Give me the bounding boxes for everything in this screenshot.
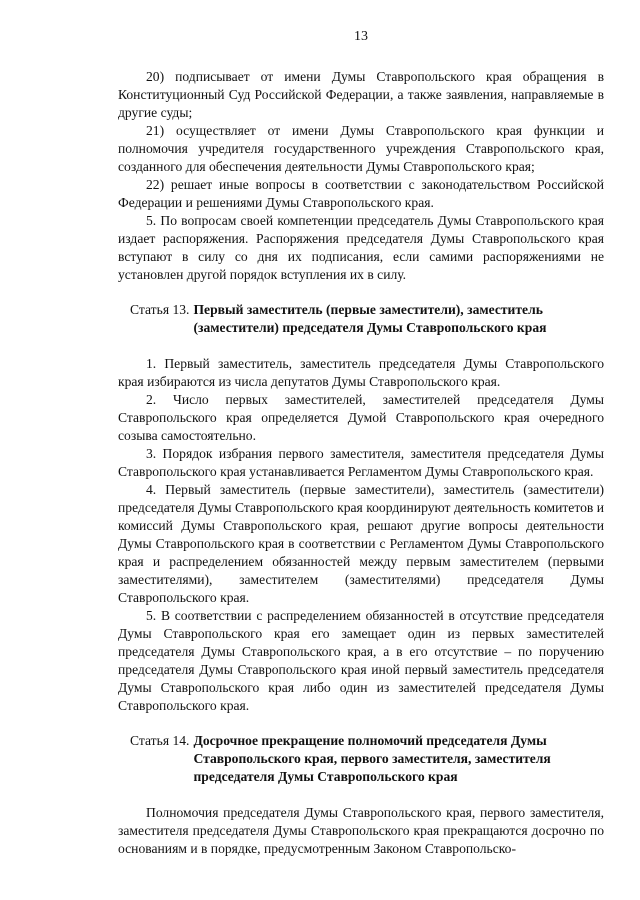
paragraph-13-2: 2. Число первых заместителей, заместителей председателя Думы Ставропольского края определяется Думой Ставропольского края очередного созыва самостоятельно. bbox=[118, 392, 604, 443]
paragraph-13-5: 5. В соответствии с распределением обязанностей в отсутствие председателя Думы Ставропольского края его замещает один из первых заместителей председателя Думы Ставропольского края, а в его отсутствие – по поручению председателя Думы Ставропольского края иной первый заместитель председателя Думы Ставропольского края либо один из заместителей председателя Думы Ставропольского края. bbox=[118, 608, 604, 713]
paragraph-13-3: 3. Порядок избрания первого заместителя, заместителя председателя Думы Ставропольского края устанавливается Регламентом Думы Ставропольского края. bbox=[118, 446, 604, 479]
paragraph-item-22: 22) решает иные вопросы в соответствии с законодательством Российской Федерации и решениями Думы Ставропольского края. bbox=[118, 177, 604, 210]
article-13-title: Первый заместитель (первые заместители), заместитель (заместители) председателя Думы Ставропольского края bbox=[193, 302, 547, 335]
powers-continuation bbox=[118, 68, 604, 284]
paragraph-item-20: 20) подписывает от имени Думы Ставропольского края обращения в Конституционный Суд Российской Федерации, а также заявления, направляемые в другие суды; bbox=[118, 69, 604, 120]
article-14-label: Статья 14. bbox=[130, 733, 190, 748]
paragraph-14-1: Полномочия председателя Думы Ставропольского края, первого заместителя, заместителя председателя Думы Ставропольского края прекращаются досрочно по основаниям и в порядке, предусмотренным Законом Ставропольско- bbox=[118, 805, 604, 856]
article-14-heading bbox=[118, 732, 604, 786]
article-13-heading bbox=[118, 301, 604, 337]
article-14-body bbox=[118, 804, 604, 858]
paragraph-item-5: 5. По вопросам своей компетенции председатель Думы Ставропольского края издает распоряжения. Распоряжения председателя Думы Ставропольского края вступают в силу со дня их подписания, если самими распоряжениями не установлен другой порядок вступления их в силу. bbox=[118, 213, 604, 282]
article-13-label: Статья 13. bbox=[130, 302, 190, 317]
paragraph-item-21: 21) осуществляет от имени Думы Ставропольского края функции и полномочия учредителя государственного учреждения Ставропольского края, созданного для обеспечения деятельности Думы Ставропольского края; bbox=[118, 123, 604, 174]
paragraph-13-4: 4. Первый заместитель (первые заместители), заместитель (заместители) председателя Думы Ставропольского края координируют деятельность комитетов и комиссий Думы Ставропольского края, решают другие вопросы деятельности Думы Ставропольского края в соответствии с Регламентом Думы Ставропольского края и распределением обязанностей между первым заместителем (первыми заместителями), заместителем (заместителями) председателя Думы Ставропольского края. bbox=[118, 482, 604, 605]
page-number: 13 bbox=[354, 29, 368, 44]
article-14-title: Досрочное прекращение полномочий председателя Думы Ставропольского края, первого заместителя, заместителя председателя Думы Ставропольского края bbox=[193, 733, 551, 784]
paragraph-13-1: 1. Первый заместитель, заместитель председателя Думы Ставропольского края избираются из числа депутатов Думы Ставропольского края. bbox=[118, 356, 604, 389]
article-13-body bbox=[118, 355, 604, 715]
